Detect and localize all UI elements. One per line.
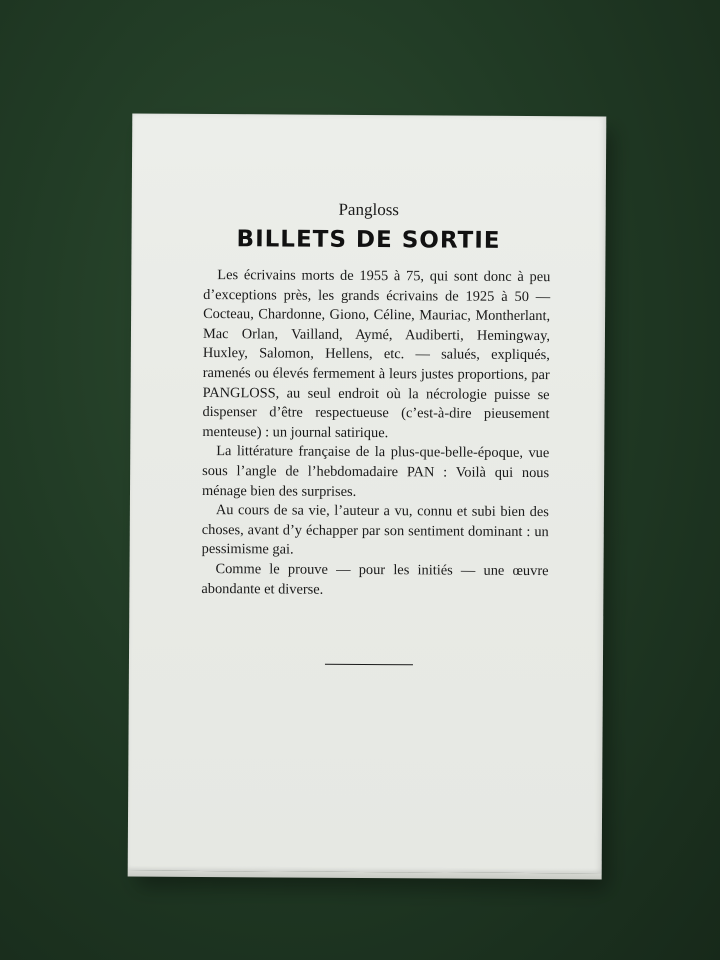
decorative-rule — [325, 664, 413, 666]
blurb-paragraph: La littérature française de la plus-que-belle-époque, vue sous l’angle de l’hebdomadaire PAN : Voilà qui nous ménage bien des surprises. — [201, 443, 550, 500]
author-name: Pangloss — [338, 199, 400, 220]
book-back-cover — [128, 114, 607, 874]
blurb-text — [201, 266, 550, 601]
blurb-paragraph: Comme le prouve — pour les initiés — une œuvre abondante et diverse. — [201, 560, 549, 598]
blurb-paragraph: Les écrivains morts de 1955 à 75, qui sont donc à peu d’exceptions près, les grands écrivains de 1925 à 50 — Cocteau, Chardonne, Giono, Céline, Mauriac, Montherlant, Mac Orlan, Vailland, Aymé, Audiberti, Hemingway, Huxley, Salomon, Hellens, etc. — salués, expliqués, ramenés ou élevés fermement à leurs justes proportions, par PANGLOSS, au seul endroit où la nécrologie puisse se dispenser d’être respectueuse (c’est-à-dire pieusement menteuse) : un journal satirique. — [202, 267, 551, 441]
blurb-paragraph: Au cours de sa vie, l’auteur a vu, connu et subi bien des choses, avant d’y échapper par son sentiment dominant : un pessimisme gai. — [201, 502, 549, 558]
book-title: BILLETS DE SORTIE — [236, 226, 501, 254]
